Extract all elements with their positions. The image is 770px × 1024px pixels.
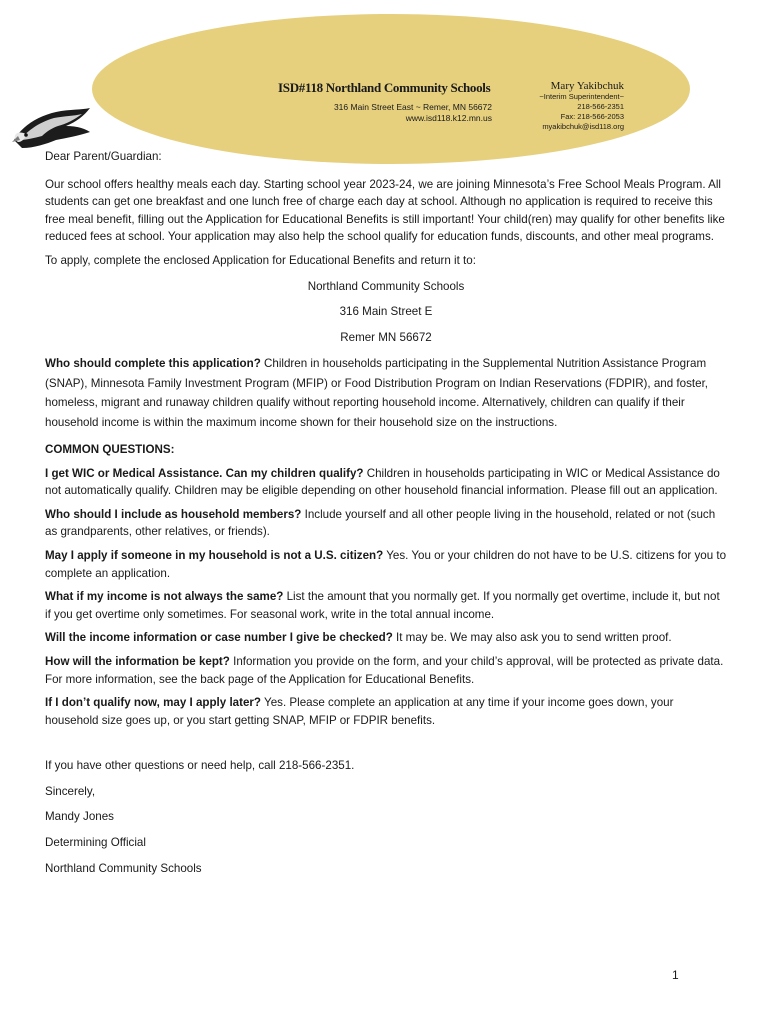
who-should-apply-paragraph: [45, 354, 727, 432]
intro-paragraph: Our school offers healthy meals each day. Starting school year 2023-24, we are joining Minnesota’s Free School Meals Program. All students can get one breakfast and one lunch free of charge each day at school. Although no application is required to receive this free meal benefit, filling out the Application for Educational Benefits is still important! Your child(ren) may qualify for other benefits like reduced fees at school. Your application may also help the school qualify for education funds, discounts, and other meal programs.: [45, 177, 725, 244]
signer-organization: Northland Community Schools: [45, 861, 202, 875]
faq-item: [45, 506, 727, 541]
faq-answer: Yes. Please complete an application at any time if your income goes down, your household size goes up, or you start getting SNAP, MFIP or FDPIR benefits.: [45, 696, 674, 727]
faq-item: [45, 547, 727, 582]
salutation: Dear Parent/Guardian:: [45, 150, 162, 163]
faq-answer: Information you provide on the form, and your child’s approval, will be protected as private data. For more information, see the back page of the Application for Educational Benefits.: [45, 654, 724, 686]
common-questions-heading: COMMON QUESTIONS:: [45, 442, 175, 456]
faq-answer: It may be. We may also ask you to send written proof.: [392, 631, 672, 645]
return-address-line: 316 Main Street E: [339, 305, 433, 319]
school-name: ISD#118 Northland Community Schools: [278, 80, 491, 95]
faq-question: Who should I include as household members?: [45, 507, 302, 521]
faq-question: How will the information be kept?: [45, 654, 230, 668]
eagle-head-icon: [12, 104, 92, 152]
faq-question: I get WIC or Medical Assistance. Can my children qualify?: [45, 466, 364, 480]
faq-item: [45, 465, 727, 500]
return-address-line: Remer MN 56672: [340, 330, 432, 344]
faq-question: If I don’t qualify now, may I apply later?: [45, 696, 262, 710]
school-website: www.isd118.k12.mn.us: [405, 113, 492, 123]
faq-item: [45, 694, 727, 729]
school-address: 316 Main Street East ~ Remer, MN 56672: [333, 102, 492, 112]
faq-answer: List the amount that you normally get. If you normally get overtime, include it, but not if you get overtime only sometimes. For seasonal work, write in the total annual income.: [45, 590, 720, 621]
signer-name: Mandy Jones: [45, 810, 114, 824]
fax-number: Fax: 218-566-2053: [560, 112, 624, 121]
school-info: [278, 80, 492, 124]
letter-body: [45, 148, 727, 877]
return-address-line: Northland Community Schools: [307, 279, 465, 293]
faq-item: [45, 653, 727, 688]
signer-title: Determining Official: [45, 836, 146, 850]
faq-answer: Include yourself and all other people living in the household, related or not (such as grandparents, other relatives, or friends).: [45, 507, 716, 539]
faq-item: [45, 588, 727, 623]
apply-instructions: To apply, complete the enclosed Application for Educational Benefits and return it to:: [45, 253, 476, 267]
closing: Sincerely,: [45, 784, 96, 798]
faq-question: What if my income is not always the same?: [45, 590, 284, 604]
superintendent-name: Mary Yakibchuk: [550, 80, 624, 92]
page-number: 1: [672, 968, 679, 982]
faq-answer: Yes. You or your children do not have to be U.S. citizens for you to complete an application.: [45, 548, 727, 580]
contact-line: If you have other questions or need help, call 218-566-2351.: [45, 759, 355, 773]
who-question: Who should complete this application?: [45, 357, 261, 371]
who-answer: Children in households participating in the Supplemental Nutrition Assistance Program (SNAP), Minnesota Family Investment Program (MFIP) or Food Distribution Program on Indian Reservations (FDPIR), and foster, homeless, migrant and runaway children qualify without reporting household income. Alternatively, children can qualify if their household income is within the maximum income shown for their household size on the instructions.: [45, 357, 709, 429]
faq-question: May I apply if someone in my household is not a U.S. citizen?: [45, 548, 384, 562]
email-address: myakibchuk@isd118.org: [542, 122, 624, 131]
faq-item: [45, 629, 727, 647]
superintendent-info: [512, 80, 624, 132]
faq-question: Will the income information or case number I give be checked?: [45, 631, 393, 645]
superintendent-title: ~Interim Superintendent~: [539, 92, 624, 101]
phone-number: 218-566-2351: [577, 102, 624, 111]
faq-answer: Children in households participating in WIC or Medical Assistance do not automatically qualify. Children may be eligible depending on other household financial information. Please fill out an application.: [45, 466, 720, 498]
